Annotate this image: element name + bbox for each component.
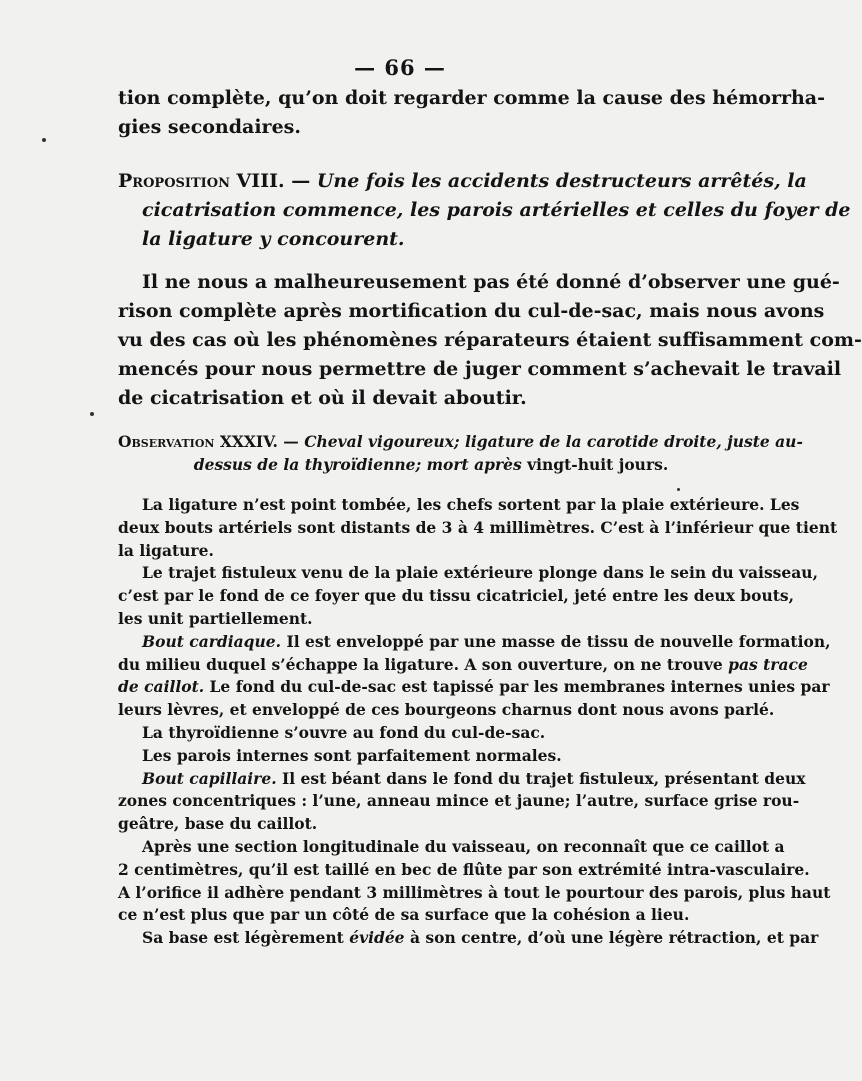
ink-speck [90, 412, 94, 416]
text-line: mencés pour nous permettre de juger comment s’achevait le travail [118, 358, 842, 380]
text-line: leurs lèvres, et enveloppé de ces bourgeons charnus dont nous avons parlé. [118, 700, 775, 720]
text-line: les unit partiellement. [118, 608, 313, 628]
proposition-dash: — [284, 170, 317, 192]
text-line: deux bouts artériels sont distants de 3 à 4 millimètres. C’est à l’inférieur que tient [118, 517, 838, 537]
ink-speck [42, 138, 46, 142]
text-line: cicatrisation commence, les parois artérielles et celles du foyer de [142, 199, 851, 221]
text-line: de cicatrisation et où il devait aboutir. [118, 387, 527, 409]
text-line [118, 676, 830, 699]
italic-run: pas trace [728, 654, 808, 674]
text-line: zones concentriques : l’une, anneau mince et jaune; l’autre, surface grise rou- [118, 791, 800, 811]
text-line: gies secondaires. [118, 116, 301, 138]
intro-paragraph [118, 84, 825, 142]
ink-speck [677, 488, 680, 491]
observation-dash: — [277, 432, 305, 451]
text-line: c’est par le fond de ce foyer que du tissu cicatriciel, jeté entre les deux bouts, [118, 586, 795, 606]
observation-text: Cheval vigoureux; ligature de la carotide droite, juste au- [304, 432, 803, 451]
observation-label: Observation XXXIV. [118, 432, 278, 451]
italic-run: de caillot. [118, 677, 205, 697]
roman-run: Le fond du cul-de-sac est tapissé par les membranes internes unies par [204, 677, 830, 697]
proposition-text: Une fois les accidents destructeurs arrêtés, la [316, 170, 807, 192]
text-line: ce n’est plus que par un côté de sa surface que la cohésion a lieu. [118, 905, 690, 925]
observation-text: dessus de la thyroïdienne; mort après [193, 454, 522, 474]
text-line [118, 631, 831, 654]
text-line [118, 654, 808, 677]
text-line: Les parois internes sont parfaitement normales. [142, 745, 562, 765]
text-line: Le trajet fistuleux venu de la plaie extérieure plonge dans le sein du vaisseau, [142, 563, 818, 583]
text-line: geâtre, base du caillot. [118, 814, 318, 834]
text-line: tion complète, qu’on doit regarder comme la cause des hémorrha- [118, 87, 825, 109]
text-line: la ligature y concourent. [142, 228, 405, 250]
text-line [118, 454, 744, 477]
observation-text: vingt-huit jours. [521, 454, 669, 474]
text-line: La thyroïdienne s’ouvre au fond du cul-de-sac. [142, 722, 546, 742]
text-line: La ligature n’est point tombée, les chefs sortent par la plaie extérieure. Les [142, 495, 800, 514]
text-line: vu des cas où les phénomènes réparateurs étaient suffisamment com- [118, 329, 862, 351]
text-line [118, 768, 806, 791]
main-paragraph [118, 268, 862, 413]
text-line: Il ne nous a malheureusement pas été donné d’observer une gué- [142, 271, 840, 293]
proposition-viii [118, 167, 851, 254]
text-line [118, 927, 819, 950]
roman-run: à son centre, d’où une légère rétraction, et par [404, 928, 819, 948]
text-line [118, 167, 807, 196]
roman-run: Il est enveloppé par une masse de tissu de nouvelle formation, [281, 631, 831, 651]
italic-run: Bout cardiaque. [142, 631, 282, 651]
text-line [118, 431, 803, 454]
text-line: A l’orifice il adhère pendant 3 millimètres à tout le pourtour des parois, plus haut [118, 882, 831, 902]
page-number: — 66 — [354, 55, 446, 80]
observation-body [118, 494, 838, 950]
text-line: Après une section longitudinale du vaisseau, on reconnaît que ce caillot a [142, 836, 785, 856]
roman-run: du milieu duquel s’échappe la ligature. A son ouverture, on ne trouve [118, 654, 729, 674]
observation-heading [118, 431, 803, 477]
roman-run: Il est béant dans le fond du trajet fistuleux, présentant deux [276, 768, 806, 788]
proposition-label: Proposition VIII. [118, 170, 285, 192]
roman-run: Sa base est légèrement [142, 928, 350, 948]
text-line: la ligature. [118, 540, 214, 560]
text-line: 2 centimètres, qu’il est taillé en bec de flûte par son extrémité intra-vasculaire. [118, 859, 810, 879]
text-line: rison complète après mortification du cul-de-sac, mais nous avons [118, 300, 825, 322]
italic-run: Bout capillaire. [142, 768, 277, 788]
italic-run: évidée [349, 928, 405, 948]
